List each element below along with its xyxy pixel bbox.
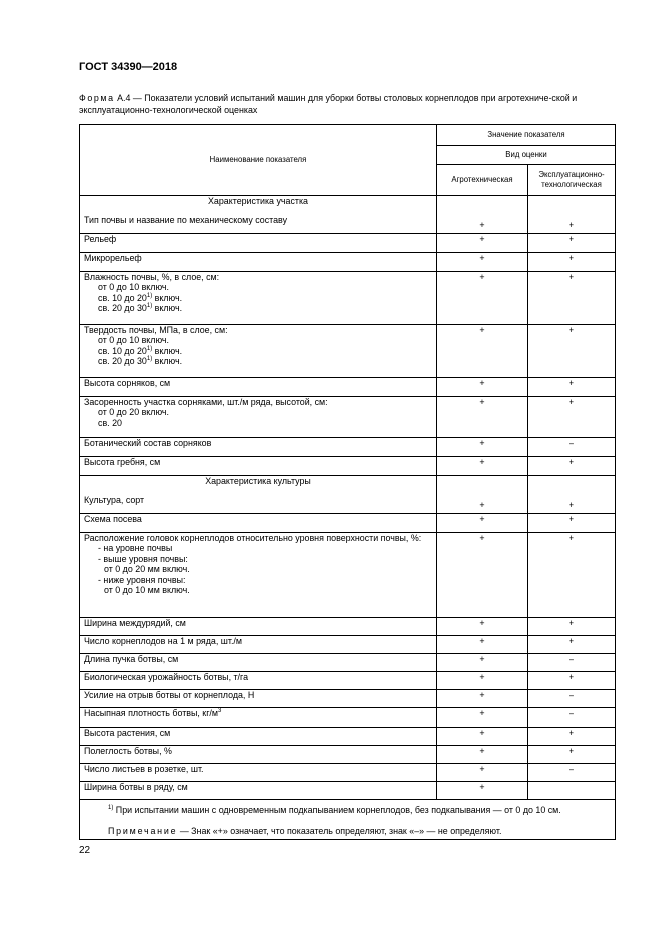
expl-mark: +: [528, 746, 616, 764]
row-name: Высота растения, см: [80, 728, 437, 746]
header-expl-column: Эксплуатационно-технологическая: [528, 165, 616, 196]
row-name: Культура, сорт: [84, 495, 145, 506]
expl-mark: +: [528, 636, 616, 654]
expl-mark: +: [528, 397, 616, 438]
agro-mark: +: [437, 514, 528, 533]
row-name: Высота сорняков, см: [80, 378, 437, 397]
row-name: Микрорельеф: [80, 253, 437, 272]
agro-mark: +: [437, 397, 528, 438]
footnote-text: При испытании машин с одновременным подкапыванием корнеплодов, без подкапывания — от 0 до 10 см.: [113, 805, 561, 815]
agro-mark: +: [437, 746, 528, 764]
row-name: Твердость почвы, МПа, в слое, см:: [84, 325, 228, 335]
row-subline: св. 20: [98, 417, 122, 428]
row-name: Число листьев в розетке, шт.: [80, 764, 437, 782]
table-row: [80, 764, 616, 782]
agro-mark: +: [437, 438, 528, 457]
agro-mark: +: [437, 325, 528, 378]
section-row-crop: [80, 476, 616, 514]
table-row: [80, 234, 616, 253]
table-row: [80, 253, 616, 272]
table-row: [80, 533, 616, 618]
footnote-ref: 1): [146, 345, 153, 352]
row-subline: - ниже уровня почвы:: [98, 574, 186, 585]
agro-mark: +: [437, 690, 528, 708]
note: [80, 820, 616, 840]
table-row: [80, 654, 616, 672]
row-name: Усилие на отрыв ботвы от корнеплода, Н: [80, 690, 437, 708]
row-subline: от 0 до 20 мм включ.: [104, 564, 190, 575]
note-text: — Знак «+» означает, что показатель определяют, знак «–» — не определяют.: [177, 825, 502, 836]
header-value-group: Значение показателя: [437, 125, 616, 146]
agro-mark: +: [437, 654, 528, 672]
footnote-ref: 1): [146, 356, 153, 363]
expl-mark: +: [528, 234, 616, 253]
agro-mark: +: [437, 272, 528, 325]
expl-mark: +: [528, 457, 616, 476]
conditions-table: [79, 124, 616, 840]
expl-mark: +: [528, 272, 616, 325]
agro-mark: +: [437, 618, 528, 636]
expl-mark: +: [528, 728, 616, 746]
row-name: Биологическая урожайность ботвы, т/га: [80, 672, 437, 690]
form-caption: [79, 92, 617, 116]
row-subline: от 0 до 20 включ.: [98, 407, 170, 418]
row-name: Засоренность участка сорняками, шт./м ряда, высотой, см:: [84, 397, 328, 407]
expl-mark: +: [528, 325, 616, 378]
row-subline: - выше уровня почвы:: [98, 553, 188, 564]
header-agro-column: Агротехническая: [437, 165, 528, 196]
form-caption-text: А.4 — Показатели условий испытаний машин для уборки ботвы столовых корнеплодов при агротехниче-ской и эксплуатационно-технологической оценках: [79, 93, 578, 115]
page-number: 22: [79, 845, 91, 856]
note-row: [80, 820, 616, 840]
header-eval-group: Вид оценки: [437, 146, 616, 165]
table-row: [80, 397, 616, 438]
agro-mark: +: [437, 457, 528, 476]
agro-mark: +: [437, 672, 528, 690]
table-row: [80, 438, 616, 457]
row-name: Схема посева: [80, 514, 437, 533]
agro-mark: +: [437, 728, 528, 746]
expl-mark: +: [528, 618, 616, 636]
row-subline: св. 20 до 30$^{1)}$ включ.: [98, 303, 183, 314]
table-row: [80, 514, 616, 533]
row-name: Ширина междурядий, см: [80, 618, 437, 636]
expl-mark: –: [528, 764, 616, 782]
row-name: Рельеф: [80, 234, 437, 253]
note-label: Примечание: [108, 825, 178, 836]
expl-mark: +: [528, 476, 616, 514]
row-subline: св. 10 до 20$^{1)}$ включ.: [98, 292, 183, 303]
table-row: [80, 728, 616, 746]
table-row: [80, 782, 616, 800]
expl-mark: –: [528, 654, 616, 672]
expl-mark: +: [528, 672, 616, 690]
agro-mark: +: [437, 234, 528, 253]
section-title-crop: Характеристика культуры: [205, 476, 311, 486]
agro-mark: +: [437, 253, 528, 272]
footnote-ref: 1): [146, 303, 153, 310]
table-row: [80, 618, 616, 636]
row-name: Ширина ботвы в ряду, см: [80, 782, 437, 800]
table-row: [80, 272, 616, 325]
footnote-ref: 1): [146, 292, 153, 299]
row-subline: св. 20 до 30$^{1)}$ включ.: [98, 356, 183, 367]
agro-mark: +: [437, 636, 528, 654]
table-row: [80, 325, 616, 378]
footnote-row: [80, 800, 616, 820]
row-name: Расположение головок корнеплодов относительно уровня поверхности почвы, %:: [84, 533, 422, 543]
unit-exponent: 3: [218, 708, 222, 714]
row-subline: от 0 до 10 мм включ.: [104, 585, 190, 596]
table-row: [80, 672, 616, 690]
expl-mark: +: [528, 378, 616, 397]
agro-mark: +: [437, 378, 528, 397]
row-name: Ботанический состав сорняков: [80, 438, 437, 457]
expl-mark: +: [528, 514, 616, 533]
expl-mark: [528, 782, 616, 800]
table-row: [80, 378, 616, 397]
agro-mark: +: [437, 764, 528, 782]
agro-mark: +: [437, 533, 528, 618]
row-name: Тип почвы и название по механическому составу: [84, 215, 288, 226]
expl-mark: –: [528, 438, 616, 457]
footnote: [80, 800, 616, 820]
expl-mark: +: [528, 253, 616, 272]
table-row: [80, 457, 616, 476]
row-name: Влажность почвы, %, в слое, см:: [84, 272, 220, 282]
row-name: Длина пучка ботвы, см: [80, 654, 437, 672]
expl-mark: –: [528, 708, 616, 728]
row-subline: от 0 до 10 включ.: [98, 335, 170, 346]
agro-mark: +: [437, 708, 528, 728]
row-subline: св. 10 до 20$^{1)}$ включ.: [98, 345, 183, 356]
section-title-site: Характеристика участка: [208, 196, 308, 206]
row-name: Число корнеплодов на 1 м ряда, шт./м: [80, 636, 437, 654]
row-subline: - на уровне почвы: [98, 543, 173, 554]
agro-mark: +: [437, 476, 528, 514]
expl-mark: –: [528, 690, 616, 708]
table-row: [80, 708, 616, 728]
row-subline: от 0 до 10 включ.: [98, 282, 170, 293]
expl-mark: +: [528, 533, 616, 618]
footnote-mark: 1): [108, 805, 114, 811]
row-name: Полеглость ботвы, %: [80, 746, 437, 764]
table-row: [80, 636, 616, 654]
section-row-site: [80, 196, 616, 234]
standard-number: ГОСТ 34390—2018: [79, 61, 178, 73]
header-name-column: Наименование показателя: [80, 125, 437, 196]
expl-mark: +: [528, 196, 616, 234]
row-name: Насыпная плотность ботвы, $кг/м^3$: [80, 708, 437, 728]
row-name: Высота гребня, см: [80, 457, 437, 476]
agro-mark: +: [437, 782, 528, 800]
table-row: [80, 746, 616, 764]
agro-mark: +: [437, 196, 528, 234]
form-label: Форма: [79, 93, 115, 103]
table-row: [80, 690, 616, 708]
